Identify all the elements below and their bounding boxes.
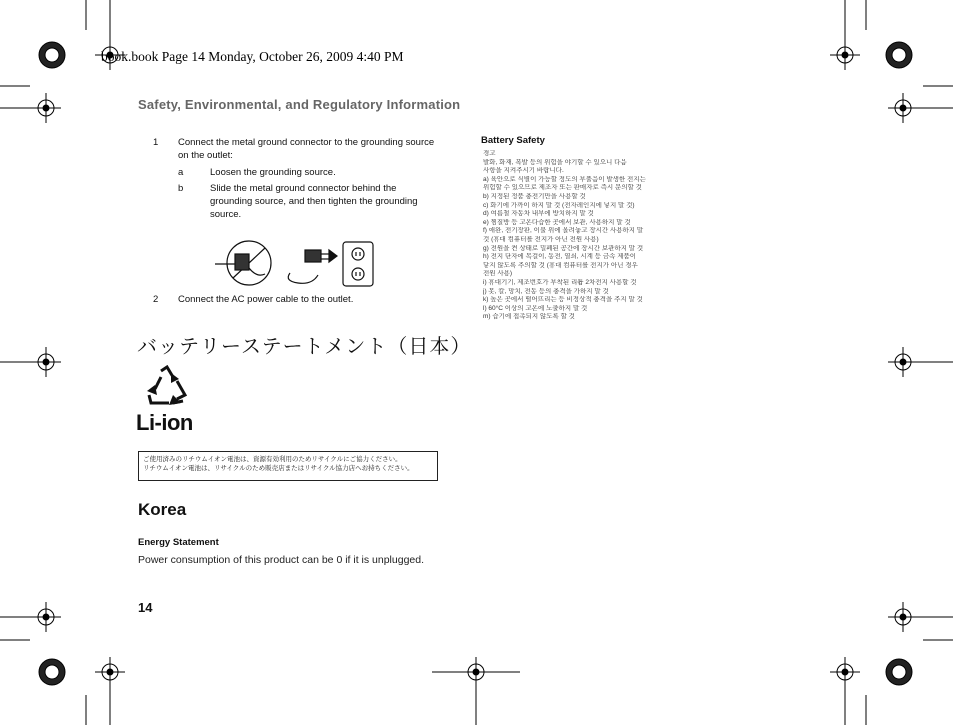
energy-statement-text: Power consumption of this product can be 0 if it is unplugged. [138, 554, 425, 566]
battery-line: 것 (휴대 컴퓨터를 전지가 아닌 전원 사용) [483, 235, 599, 243]
korea-heading: Korea [138, 500, 187, 519]
recycle-icon [143, 365, 191, 409]
substep-text-line: Loosen the grounding source. [210, 167, 336, 178]
battery-line: c) 화기에 가까이 하지 말 것 (전자레인지에 넣지 말 것) [483, 201, 635, 209]
li-ion-label: Li-ion [136, 410, 193, 435]
battery-line: 경고 [483, 150, 496, 157]
battery-line: e) 찜질방 등 고온다습한 곳에서 보관, 사용하지 말 것 [483, 218, 631, 226]
battery-line: k) 높은 곳에서 떨어뜨리는 등 비정상적 충격을 주지 말 것 [483, 296, 643, 304]
battery-line: 발화, 화재, 폭발 등의 위험을 야기할 수 있으니 다음 [483, 158, 627, 166]
substep-text-line: Slide the metal ground connector behind the [210, 183, 397, 194]
section-title: Safety, Environmental, and Regulatory Information [138, 97, 461, 112]
japan-recycling-notice [138, 451, 438, 481]
battery-line: f) 애완, 전기장판, 이불 위에 올려놓고 장시간 사용하지 말 [483, 227, 644, 235]
step-text [178, 136, 458, 162]
print-header: book.book Page 14 Monday, October 26, 2009 4:40 PM [101, 49, 404, 64]
step-text-line: on the outlet: [178, 150, 233, 161]
wall-outlet-icon [343, 242, 373, 286]
substep-text [210, 166, 336, 179]
substep-letter: b [178, 183, 184, 194]
step-number: 1 [153, 137, 159, 148]
battery-line: 닿지 않도록 주의할 것 (휴대 컴퓨터를 전지가 아닌 경우 [483, 261, 638, 269]
substep-text-line: grounding source, and then tighten the grounding [210, 196, 418, 207]
registration-mark-icon [886, 659, 912, 685]
outlet-ground-icon [215, 241, 271, 285]
notice-line: リチウムイオン電池は、リサイクルのため販売店またはリサイクル協力店へお持ちください。 [143, 465, 414, 472]
registration-mark-icon [39, 42, 65, 68]
grounding-illustration [205, 238, 380, 290]
battery-line: b) 지정된 정품 충전기만을 사용할 것 [483, 192, 586, 200]
step-number: 2 [153, 294, 159, 305]
battery-line: 사항을 지켜주시기 바랍니다. [483, 167, 564, 175]
battery-line: l) 60°C 이상의 고온에 노출하지 말 것 [483, 304, 588, 312]
battery-line: 전원 사용) [483, 270, 513, 278]
plug-icon [288, 250, 337, 283]
battery-line: d) 여름철 자동차 내부에 방치하지 말 것 [483, 210, 594, 218]
battery-line: 위험할 수 있으므로 제조자 또는 판매자로 즉시 문의할 것 [483, 184, 642, 192]
notice-line: ご使用済みのリチウムイオン電池は、資源有効利用のためリサイクルにご協力ください。 [143, 456, 402, 463]
step-text: Connect the AC power cable to the outlet. [178, 294, 354, 305]
registration-mark-icon [39, 659, 65, 685]
battery-line: i) 휴대기기, 제조번호가 부착된 리튬 2차전지 사용할 것 [483, 278, 637, 286]
battery-line: h) 전지 단자에 목걸이, 동전, 열쇠, 시계 등 금속 제품이 [483, 253, 637, 261]
battery-safety-heading: Battery Safety [481, 135, 545, 146]
substep-text [210, 182, 450, 221]
battery-line: m) 습기에 접촉되지 않도록 할 것 [483, 313, 575, 321]
step-text-line: Connect the metal ground connector to the grounding source [178, 137, 435, 148]
battery-safety-text [483, 150, 738, 322]
page-number: 14 [138, 600, 153, 615]
energy-statement-heading: Energy Statement [138, 537, 219, 548]
substep-text-line: source. [210, 209, 242, 220]
battery-line: a) 육안으로 식별이 가능할 정도의 부풀음이 발생한 전지는 [483, 175, 646, 183]
battery-line: g) 전원을 켠 상태로 밀폐된 공간에 장시간 보관하지 말 것 [483, 244, 644, 252]
substep-letter: a [178, 167, 184, 178]
japan-battery-title: バッテリーステートメント（日本） [137, 336, 472, 358]
registration-mark-icon [886, 42, 912, 68]
battery-line: j) 못, 칼, 망치, 전동 등의 충격을 가하지 말 것 [483, 287, 609, 295]
